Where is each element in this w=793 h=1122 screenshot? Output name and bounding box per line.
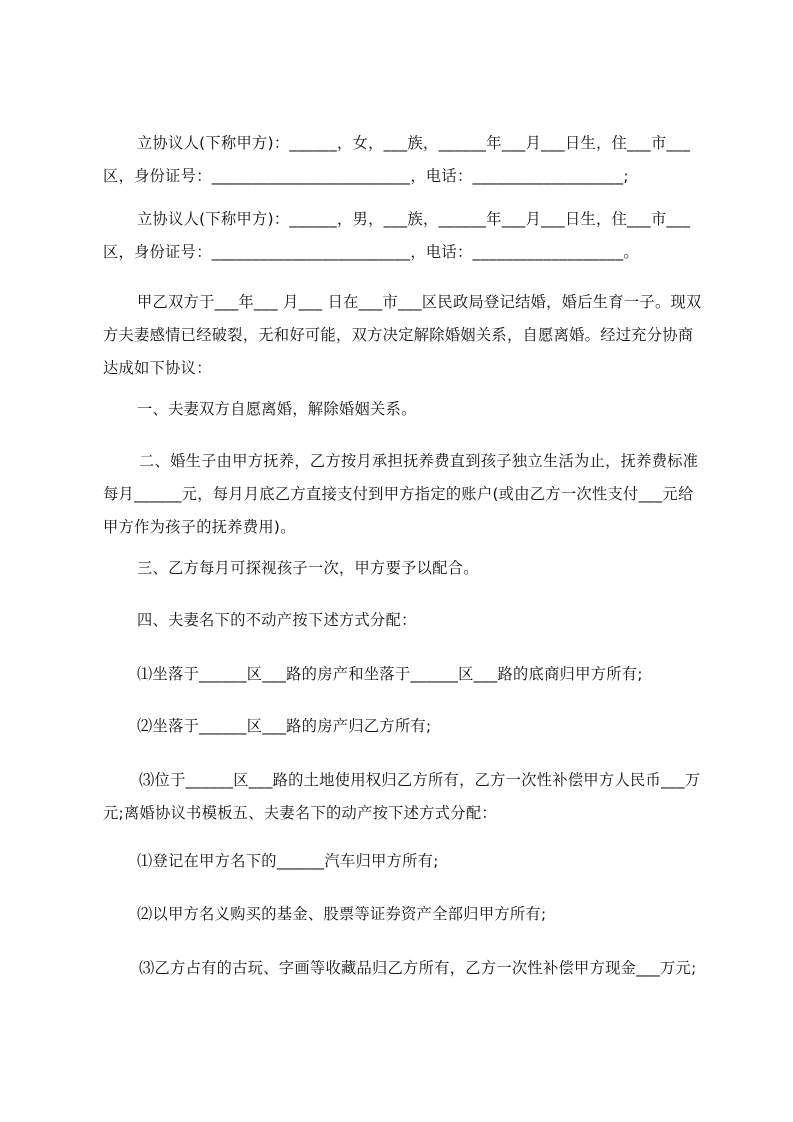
real-estate-item-2: ⑵坐落于______区___路的房产归乙方所有; <box>137 717 432 735</box>
movable-property-item-3: ⑶乙方占有的古玩、字画等收藏品归乙方所有，乙方一次性补偿甲方现金___万元; <box>139 959 697 977</box>
clause-one: 一、夫妻双方自愿离婚，解除婚姻关系。 <box>137 400 417 418</box>
clause-four-real-estate: 四、夫妻名下的不动产按下述方式分配： <box>137 611 417 629</box>
party-a-info-paragraph: 立协议人(下称甲方)：______，女，___族，______年___月___日生，住___市___区，身份证号：_________________________，电话：___________________; <box>103 134 691 185</box>
marriage-background-paragraph: 甲乙双方于___年___ 月___ 日在___市___区民政局登记结婚，婚后生育一子。现双方夫妻感情已经破裂，无和好可能，双方决定解除婚姻关系，自愿离婚。经过充分协商达成如下协议： <box>103 293 702 377</box>
party-b-info-paragraph: 立协议人(下称甲方)：______，男，___族，______年___月___日生，住___市___区，身份证号：_________________________，电话：___________________。 <box>103 210 691 261</box>
movable-property-item-1: ⑴登记在甲方名下的______汽车归甲方所有; <box>137 852 439 870</box>
real-estate-item-3: ⑶位于______区___路的土地使用权归乙方所有，乙方一次性补偿甲方人民币___万元;离婚协议书模板五、夫妻名下的动产按下述方式分配： <box>103 771 701 822</box>
clause-three-visitation: 三、乙方每月可探视孩子一次，甲方要予以配合。 <box>137 559 479 577</box>
movable-property-item-2: ⑵以甲方名义购买的基金、股票等证券资产全部归甲方所有; <box>137 905 547 923</box>
clause-two-child-support: 二、婚生子由甲方抚养，乙方按月承担抚养费直到孩子独立生活为止，抚养费标准每月______元，每月月底乙方直接支付到甲方指定的账户(或由乙方一次性支付___元给甲方作为孩子的抚养费用)。 <box>103 452 699 536</box>
real-estate-item-1: ⑴坐落于______区___路的房产和坐落于______区___路的底商归甲方所有; <box>137 665 643 683</box>
